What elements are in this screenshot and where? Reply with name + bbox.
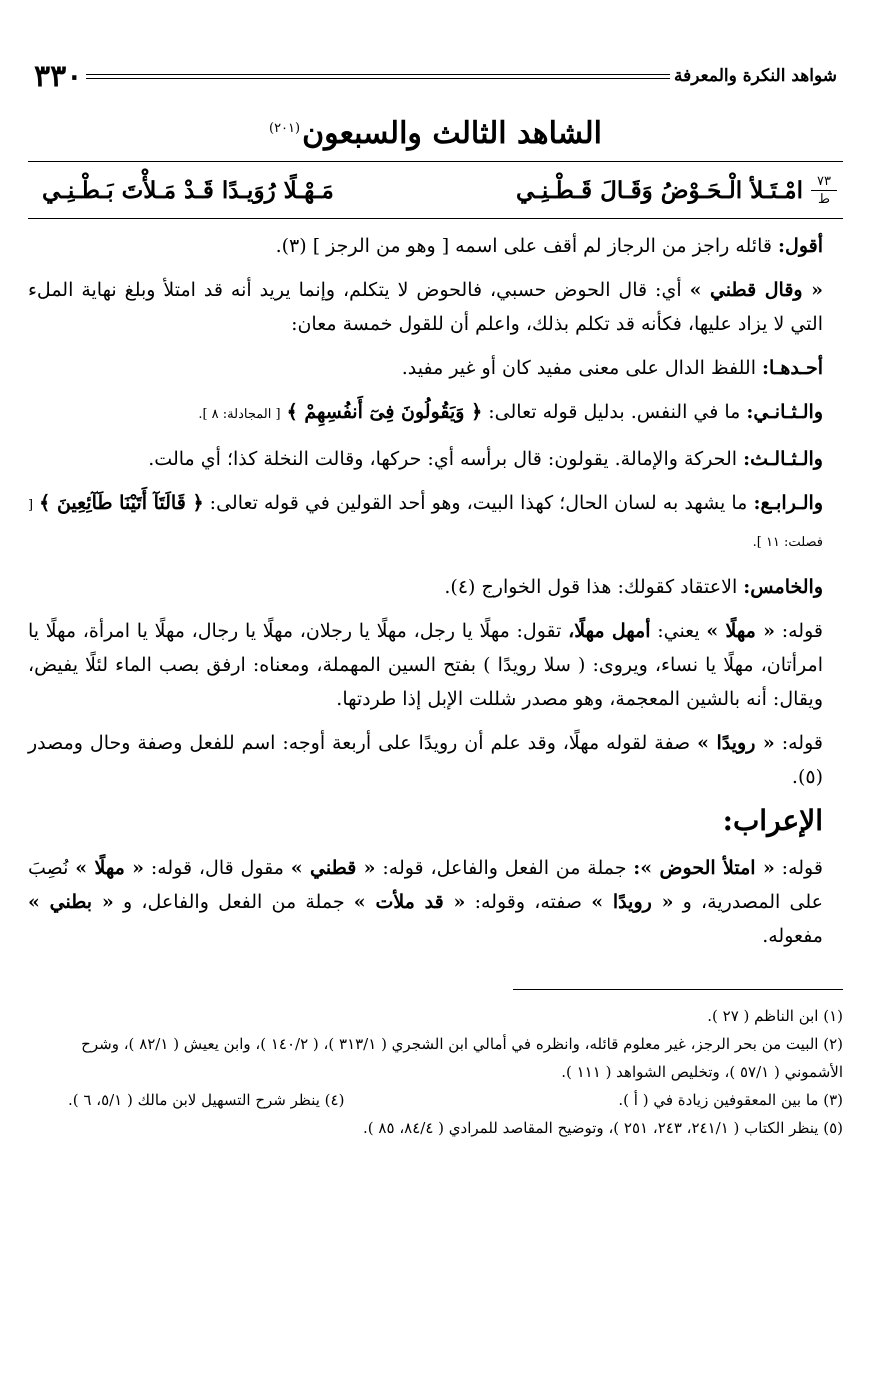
paragraph-meaning-2 [28, 395, 823, 432]
book-page [28, 58, 843, 1142]
verse-number [811, 175, 837, 206]
irab-term: « قد ملأت » [353, 891, 466, 913]
header-rule [86, 74, 670, 79]
footnote-separator [513, 989, 843, 990]
paragraph-text: يعني: [657, 620, 700, 642]
paragraph-label: « رويدًا » [697, 732, 775, 754]
paragraph-bold-phrase: أمهل مهلًا، [568, 620, 651, 642]
title-text: الشاهد الثالث والسبعون [302, 116, 602, 151]
paragraph-meaning-5 [28, 570, 823, 604]
verse-hemistich-2: مَـهْـلًا رُوَيـدًا قَـدْ مَـلأْتَ بَـطْـنِـي [42, 176, 334, 204]
paragraph-lead: قوله: [781, 732, 823, 754]
paragraph-label: « مهلًا » [706, 620, 775, 642]
quran-quote: ﴿ وَيَقُولُونَ فِىٓ أَنفُسِهِمْ ﴾ [286, 401, 483, 423]
page-number: ٣٣٠ [34, 58, 83, 94]
paragraph-label: أقول: [778, 235, 823, 257]
paragraph-text: الحركة والإمالة. يقولون: قال برأسه أي: حركها، وقالت النخلة كذا؛ أي مالت. [148, 448, 738, 470]
paragraph-text: قائله راجز من الرجاز لم أقف على اسمه [ وهو من الرجز ] (٣). [275, 235, 772, 257]
paragraph-text: اللفظ الدال على معنى مفيد كان أو غير مفيد. [401, 357, 756, 379]
paragraph-author [28, 229, 823, 263]
paragraph-ruwaydan [28, 726, 823, 794]
irab-text: مقول قال، قوله: [150, 857, 284, 879]
footnote-4: (٤) ينظر شرح التسهيل لابن مالك ( ٥/١، ٦ ). [68, 1091, 345, 1109]
paragraph-meaning-3 [28, 442, 823, 476]
verse-number-divider [811, 190, 837, 191]
paragraph-meaning-1 [28, 351, 823, 385]
title-note: (٢٠١) [269, 121, 301, 136]
quran-reference: [ فصلت: ١١ ]. [28, 498, 823, 550]
footnote-2: (٢) البيت من بحر الرجز، غير معلوم قائله، وانظره في أمالي ابن الشجري ( ٣١٣/١ )، ( ١٤٠/٢ )، وابن يعيش ( ٨٢/١ )، وشرح الأشموني ( ٥٧/١ )، وتخليص الشواهد ( ١١١ ). [81, 1035, 843, 1081]
paragraph-text: صفة لقوله مهلًا، وقد علم أن رويدًا على أربعة أوجه: اسم للفعل وصفة وحال ومصدر (٥). [28, 732, 823, 788]
irab-text: صفته، وقوله: [474, 891, 583, 913]
irab-text: نُصِبَ على المصدرية، و [28, 857, 824, 913]
paragraph-meaning-4 [28, 486, 823, 560]
irab-term: « رويدًا » [591, 891, 674, 913]
paragraph-text: تقول: مهلًا يا رجل، مهلًا يا رجلان، مهلًا يا رجال، مهلًا يا امرأة، مهلًا يا امرأتان، مهلًا يا نساء، ويروى: ( سلا رويدًا ) بفتح السين المهملة، ومعناه: ارفق بصب الماء لئلًا يفيض، ويقال: أنه بالشين المعجمة، وهو مصدر شللت الإبل إذا طردتها. [28, 620, 823, 710]
paragraph-mahlan [28, 614, 823, 716]
verse-hemistich-1: امْـتَـلأ الْـحَـوْضُ وَقَـالَ قَـطْـنِـي [515, 176, 803, 204]
paragraph-text: الاعتقاد كقولك: هذا قول الخوارج (٤). [444, 576, 738, 598]
quran-reference: [ المجادلة: ٨ ]. [198, 407, 281, 422]
paragraph-lead: قوله: [781, 857, 823, 879]
paragraph-label: أحـدهـا: [762, 357, 823, 379]
footnote-1: (١) ابن الناظم ( ٢٧ ). [707, 1007, 843, 1025]
footnote-3: (٣) ما بين المعقوفين زيادة في ( أ ). [618, 1091, 843, 1109]
paragraph-irab [28, 851, 823, 953]
paragraph-label: والـثـالـث: [743, 448, 823, 470]
irab-term: « مهلًا » [75, 857, 145, 879]
paragraph-label: والـثـانـي: [746, 401, 823, 423]
verse-meter-mark: ط [817, 191, 831, 207]
irab-text: جملة من الفعل والفاعل، و [122, 891, 345, 913]
paragraph-text: ما في النفس. بدليل قوله تعالى: [488, 401, 741, 423]
footnote-row-3-4 [28, 1086, 843, 1114]
irab-term: « قطني » [290, 857, 376, 879]
section-heading-irab: الإعراب: [722, 804, 823, 837]
running-header [28, 58, 843, 94]
footnotes [28, 1002, 843, 1142]
paragraph-qatni [28, 273, 823, 341]
irab-term: « امتلأ الحوض »: [633, 857, 775, 879]
verse-line [28, 161, 843, 219]
page-title [28, 116, 843, 151]
commentary-body [28, 229, 843, 1142]
irab-text: جملة من الفعل والفاعل، قوله: [382, 857, 627, 879]
irab-text: مفعوله. [762, 925, 823, 947]
paragraph-label: والـرابـع: [753, 492, 823, 514]
paragraph-lead: قوله: [781, 620, 823, 642]
paragraph-label: « وقال قطني » [689, 279, 823, 301]
irab-term: « بطني » [28, 891, 114, 913]
quran-quote: ﴿ قَالَتَآ أَتَيْنَا طَآئِعِينَ ﴾ [39, 492, 204, 514]
verse-number-value: ٧٣ [817, 173, 831, 189]
paragraph-label: والخامس: [743, 576, 823, 598]
footnote-5: (٥) ينظر الكتاب ( ٢٤١/١، ٢٤٣، ٢٥١ )، وتوضيح المقاصد للمرادي ( ٨٤/٤، ٨٥ ). [363, 1119, 843, 1137]
running-title: شواهد النكرة والمعرفة [674, 66, 837, 86]
paragraph-text: أي: قال الحوض حسبي، فالحوض لا يتكلم، وإنما يريد أنه قد امتلأ وبلغ نهاية الملء التي لا يزاد عليها، فكأنه قد تكلم بذلك، واعلم أن للقول خمسة معان: [28, 279, 823, 335]
paragraph-text: ما يشهد به لسان الحال؛ كهذا البيت، وهو أحد القولين في قوله تعالى: [209, 492, 748, 514]
